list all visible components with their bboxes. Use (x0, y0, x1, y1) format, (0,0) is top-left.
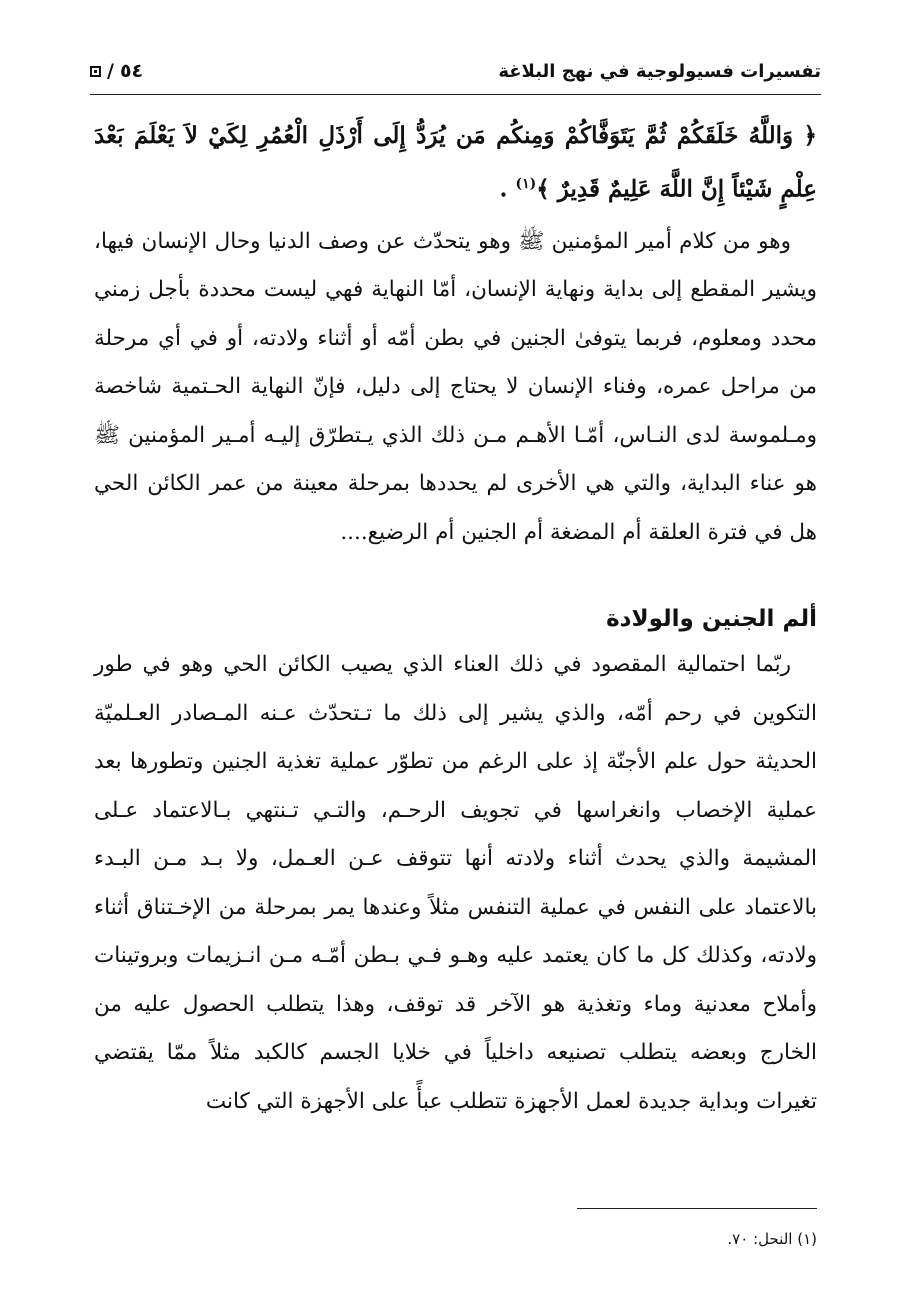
verse-text: ﴿ وَاللَّهُ خَلَقَكُمْ ثُمَّ يَتَوَفَّاكُمْ وَمِنكُم مَن يُرَدُّ إِلَى أَرْذَلِ الْعُمُرِ لِكَيْ لاَ يَعْلَمَ بَعْدَ عِلْمٍ شَيْئاً إِنَّ اللَّهَ عَلِيمٌ قَدِيرٌ ﴾ (94, 122, 817, 203)
running-title: تفسيرات فسيولوجية في نهج البلاغة (498, 60, 821, 82)
paragraph-commentary: وهو من كلام أمير المؤمنين ﷺ وهو يتحدّث عن وصف الدنيا وحال الإنسان فيها، ويشير المقطع إلى بداية ونهاية الإنسان، أمّا النهاية فهي ليست محددة بأجل زمني محدد ومعلوم، فربما يتوفىٰ الجنين في بطن أمّه أو أثناء ولادته، أو في أي مرحلة من مراحل عمره، وفناء الإنسان لا يحتاج إلى دليل، فإنّ النهاية الحـتمية شاخصة ومـلموسة لدى النـاس، أمّـا الأهـم مـن ذلك الذي يـتطرّق إليـه أمـير المؤمنين ﷺ هو عناء البداية، والتي هي الأخرى لم يحددها بمرحلة معينة من عمر الكائن الحي هل في فترة العلقة أم المضغة أم الجنين أم الرضيع.... (94, 228, 817, 545)
page-body (94, 112, 817, 1126)
footnote (727, 1230, 817, 1248)
paragraph-fetal-pain: ربّما احتمالية المقصود في ذلك العناء الذي يصيب الكائن الحي وهو في طور التكوين في رحم أمّه، والذي يشير إلى ذلك ما تـتحدّث عـنه المـصادر العـلميّة الحديثة حول علم الأجنّة إذ على الرغم من تطوّر عملية تغذية الجنين وتطورها بعد عملية الإخصاب وانغراسها في تجويف الرحـم، والتـي تـنتهي بـالاعتماد عـلى المشيمة والذي يحدث أثناء ولادته أنها تتوقف عـن العـمل، ولا بـد مـن البـدء بالاعتماد على النفس في عملية التنفس مثلاً وعندها يمر بمرحلة من الإخـتناق أثناء ولادته، وكذلك كل ما كان يعتمد عليه وهـو فـي بـطن أمّـه مـن انـزيمات وبروتينات وأملاح معدنية وماء وتغذية هو الآخر قد توقف، وهذا يتطلب الحصول عليه من الخارج وبعضه يتطلب تصنيعه داخلياً في خلايا الجسم كالكبد مثلاً ممّا يقتضي تغيرات وبداية جديدة لعمل الأجهزة تتطلب عبأً على الأجهزة التي كانت (94, 652, 817, 1114)
footnote-marker: (١) (797, 1230, 817, 1248)
quran-verse (94, 112, 817, 214)
page-header (90, 48, 821, 95)
page-number-group (90, 60, 143, 82)
page-number: ٥٤ (119, 60, 144, 82)
footnote-divider (577, 1208, 817, 1209)
footnote-reference: (١) (515, 176, 537, 192)
footnote-text: النحل: ٧٠. (727, 1230, 793, 1248)
square-ornament-icon (90, 66, 101, 77)
verse-end: . (499, 175, 508, 203)
page-separator: / (107, 60, 114, 82)
section-heading: ألم الجنين والولادة (606, 606, 817, 633)
